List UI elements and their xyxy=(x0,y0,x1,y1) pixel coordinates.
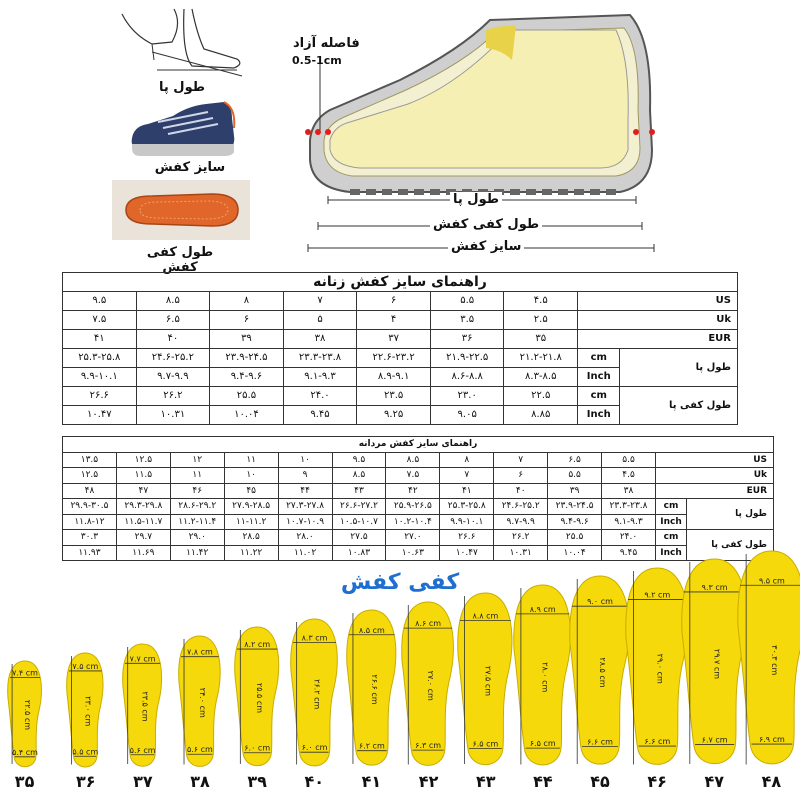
table-cell: ۲۳.۰ xyxy=(430,387,504,406)
insole-item xyxy=(285,618,344,777)
table-cell: ۲۲.۶-۲۳.۲ xyxy=(357,349,431,368)
table-cell: ۷ xyxy=(283,292,357,311)
table-cell: ۲۶.۶ xyxy=(440,530,494,546)
unit-cell: cm xyxy=(655,499,686,515)
insole-length: ۲۹.۷ cm xyxy=(712,648,722,680)
table-cell: ۱۰.۲-۱۰.۴ xyxy=(386,514,440,530)
insole-length: ۲۶.۲ cm xyxy=(312,678,322,709)
insoles-row xyxy=(0,575,800,800)
row-header: EUR xyxy=(655,483,773,499)
insole-width: ۸.۸ cm xyxy=(472,611,499,621)
insole-heel-width: ۶.۵ cm xyxy=(529,738,556,748)
ref-foot-length-label: طول پا xyxy=(159,80,205,95)
table-cell: ۱۰.۴۷ xyxy=(63,406,137,425)
table-cell: ۹.۹-۱۰.۱ xyxy=(440,514,494,530)
table-cell: ۶ xyxy=(210,311,284,330)
insole-heel-width: ۶.۹ cm xyxy=(758,734,785,744)
table-cell: ۱۱.۸-۱۲ xyxy=(63,514,117,530)
table-cell: ۴۴ xyxy=(278,483,332,499)
insole-length: ۲۹.۰ cm xyxy=(655,653,665,684)
insole-photo xyxy=(112,180,250,240)
unit-cell: cm xyxy=(578,387,620,406)
table-cell: ۸ xyxy=(440,452,494,468)
unit-cell: cm xyxy=(578,349,620,368)
table-cell: ۲۳.۳-۲۳.۸ xyxy=(602,499,656,515)
insoles-title: کفی کفش xyxy=(340,570,460,595)
table-cell: ۸.۸۵ xyxy=(504,406,578,425)
foot-measuring-sketch xyxy=(112,4,247,80)
table-cell: ۶.۵ xyxy=(136,311,210,330)
table-cell: ۱۰.۵-۱۰.۷ xyxy=(332,514,386,530)
shoe-size-diagram xyxy=(290,0,670,262)
insole-item xyxy=(117,643,168,776)
table-cell: ۱۱.۰۲ xyxy=(278,545,332,561)
table-cell: ۴۸ xyxy=(63,483,117,499)
insole-width: ۸.۲ cm xyxy=(244,640,271,650)
table-cell: ۱۰ xyxy=(278,452,332,468)
table-cell: ۲۶.۲ xyxy=(494,530,548,546)
table-title-row xyxy=(63,273,738,292)
table-cell: ۲۳.۹-۲۴.۵ xyxy=(210,349,284,368)
table-cell: ۸.۵ xyxy=(136,292,210,311)
table-cell: ۸.۹-۹.۱ xyxy=(357,368,431,387)
table-cell: ۵.۵ xyxy=(548,468,602,484)
table-cell: ۴۳ xyxy=(332,483,386,499)
table-cell: ۹.۱-۹.۳ xyxy=(283,368,357,387)
table-cell: ۸.۶-۸.۸ xyxy=(430,368,504,387)
insole-width: ۸.۶ cm xyxy=(415,618,442,628)
table-cell: ۲۵.۳-۲۵.۸ xyxy=(63,349,137,368)
insole-item xyxy=(61,652,110,777)
insole-width: ۷.۸ cm xyxy=(187,647,213,657)
table-cell: ۲۷.۳-۲۷.۸ xyxy=(278,499,332,515)
insole-heel-width: ۶.۰ cm xyxy=(244,743,271,753)
table-cell: ۵.۵ xyxy=(602,452,656,468)
table-title-row xyxy=(63,437,774,453)
table-cell: ۴ xyxy=(357,311,431,330)
insole-length: ۲۴.۰ cm xyxy=(197,687,207,718)
row-header: Uk xyxy=(655,468,773,484)
table-row xyxy=(63,387,738,406)
table-cell: ۹.۴-۹.۶ xyxy=(548,514,602,530)
unit-cell: Inch xyxy=(655,545,686,561)
table-cell: ۲۹.۳-۲۹.۸ xyxy=(116,499,170,515)
table-row xyxy=(63,468,774,484)
table-cell: ۳.۵ xyxy=(430,311,504,330)
table-cell: ۴۶ xyxy=(170,483,224,499)
insole-length: ۲۳.۵ cm xyxy=(140,691,150,722)
table-cell: ۹.۵ xyxy=(332,452,386,468)
table-title: راهنمای سایز کفش زنانه xyxy=(63,273,738,292)
insole-size-number: ۳۸ xyxy=(190,772,210,791)
insole-shape xyxy=(229,626,285,772)
insole-heel-width: ۶.۲ cm xyxy=(358,741,385,751)
table-cell: ۶ xyxy=(494,468,548,484)
insole-width: ۹.۲ cm xyxy=(644,590,671,600)
table-cell: ۹.۴-۹.۶ xyxy=(210,368,284,387)
insole-width: ۸.۳ cm xyxy=(301,632,328,642)
table-row xyxy=(63,292,738,311)
insole-length: ۲۵.۵ cm xyxy=(255,682,265,714)
row-header: US xyxy=(578,292,738,311)
insole-length: ۲۸.۵ cm xyxy=(598,657,607,688)
table-cell: ۲۵.۳-۲۵.۸ xyxy=(440,499,494,515)
diagram-shoe-size-label: سایز کفش xyxy=(448,239,524,254)
insole-heel-width: ۵.۴ cm xyxy=(11,747,38,757)
insole-size-number: ۳۶ xyxy=(75,772,96,791)
insole-heel-width: ۶.۶ cm xyxy=(644,736,671,746)
insole-shape xyxy=(732,550,800,773)
ref-shoe-size-label: سایز کفش xyxy=(154,160,226,175)
table-cell: ۴۰ xyxy=(494,483,548,499)
insole-shape xyxy=(396,601,460,773)
table-cell: ۱۱.۴۲ xyxy=(170,545,224,561)
table-cell: ۱۰.۳۱ xyxy=(136,406,210,425)
insole-size-number: ۴۶ xyxy=(647,772,667,791)
unit-cell: Inch xyxy=(578,368,620,387)
insole-item xyxy=(396,601,460,777)
insole-heel-width: ۶.۰ cm xyxy=(301,742,328,752)
insole-size-number: ۴۱ xyxy=(361,772,382,791)
table-cell: ۱۲.۵ xyxy=(63,468,117,484)
table-cell: ۲۵.۵ xyxy=(210,387,284,406)
insole-shape xyxy=(173,635,227,773)
diagram-insole-length-label: طول کفی کفش xyxy=(430,217,542,232)
table-cell: ۲۴.۶-۲۵.۲ xyxy=(136,349,210,368)
table-cell: ۴.۵ xyxy=(602,468,656,484)
mens-size-table xyxy=(62,436,774,561)
insole-size-number: ۳۵ xyxy=(14,772,35,791)
table-cell: ۱۰.۷-۱۰.۹ xyxy=(278,514,332,530)
insole-length: ۲۳.۰ cm xyxy=(83,695,93,726)
insole-heel-width: ۶.۷ cm xyxy=(701,735,728,745)
table-cell: ۵ xyxy=(283,311,357,330)
table-cell: ۹ xyxy=(278,468,332,484)
table-cell: ۷.۵ xyxy=(63,311,137,330)
table-cell: ۷ xyxy=(494,452,548,468)
diagram-foot-length-label: طول پا xyxy=(450,192,502,207)
row-header: Uk xyxy=(578,311,738,330)
table-cell: ۳۰.۳ xyxy=(63,530,117,546)
insole-length: ۲۶.۶ cm xyxy=(369,674,379,705)
gap-value: 0.5-1cm xyxy=(292,54,342,67)
table-cell: ۱۳.۵ xyxy=(63,452,117,468)
table-cell: ۲۹.۰ xyxy=(170,530,224,546)
insole-item xyxy=(173,635,227,777)
table-cell: ۴۱ xyxy=(440,483,494,499)
table-cell: ۳۸ xyxy=(283,330,357,349)
table-row xyxy=(63,514,774,530)
insole-size-number: ۳۷ xyxy=(133,772,153,791)
table-cell: ۱۰.۳۱ xyxy=(494,545,548,561)
insole-shape xyxy=(117,643,168,772)
insole-width: ۹.۵ cm xyxy=(758,575,785,585)
table-cell: ۲۷.۰ xyxy=(386,530,440,546)
table-cell: ۳۷ xyxy=(357,330,431,349)
unit-cell: Inch xyxy=(578,406,620,425)
table-cell: ۹.۱-۹.۳ xyxy=(602,514,656,530)
insole-width: ۹.۰ cm xyxy=(587,597,613,607)
insole-heel-width: ۵.۶ cm xyxy=(187,744,213,754)
table-cell: ۲۲.۵ xyxy=(504,387,578,406)
insole-size-number: ۳۹ xyxy=(247,772,267,791)
table-cell: ۹.۲۵ xyxy=(357,406,431,425)
table-cell: ۱۱-۱۱.۲ xyxy=(224,514,278,530)
table-cell: ۱۱.۶۹ xyxy=(116,545,170,561)
table-row xyxy=(63,349,738,368)
table-cell: ۲۴.۶-۲۵.۲ xyxy=(494,499,548,515)
table-cell: ۴۷ xyxy=(116,483,170,499)
table-cell: ۸.۵ xyxy=(332,468,386,484)
table-cell: ۱۰.۰۴ xyxy=(210,406,284,425)
insole-heel-width: ۶.۶ cm xyxy=(587,737,613,747)
table-cell: ۱۱.۲-۱۱.۴ xyxy=(170,514,224,530)
row-header: US xyxy=(655,452,773,468)
table-cell: ۳۹ xyxy=(210,330,284,349)
table-cell: ۲۷.۹-۲۸.۵ xyxy=(224,499,278,515)
row-header: EUR xyxy=(578,330,738,349)
table-row xyxy=(63,330,738,349)
table-cell: ۲۱.۲-۲۱.۸ xyxy=(504,349,578,368)
table-cell: ۲۸.۰ xyxy=(278,530,332,546)
table-cell: ۱۲ xyxy=(170,452,224,468)
table-cell: ۲۳.۵ xyxy=(357,387,431,406)
table-row xyxy=(63,483,774,499)
insole-width: ۷.۴ cm xyxy=(11,668,38,678)
table-cell: ۱۱ xyxy=(224,452,278,468)
insole-size-number: ۴۲ xyxy=(418,772,439,791)
row-header: طول پا xyxy=(687,499,774,530)
table-cell: ۸ xyxy=(210,292,284,311)
table-cell: ۳۵ xyxy=(504,330,578,349)
insole-width: ۸.۵ cm xyxy=(358,625,385,635)
table-row xyxy=(63,452,774,468)
table-cell: ۲۵.۹-۲۶.۵ xyxy=(386,499,440,515)
table-cell: ۹.۷-۹.۹ xyxy=(494,514,548,530)
unit-cell: cm xyxy=(655,530,686,546)
table-cell: ۹.۷-۹.۹ xyxy=(136,368,210,387)
table-cell: ۶ xyxy=(357,292,431,311)
table-cell: ۱۱.۹۳ xyxy=(63,545,117,561)
insole-item xyxy=(2,660,48,776)
table-cell: ۱۰.۶۳ xyxy=(386,545,440,561)
table-title: راهنمای سایز کفش مردانه xyxy=(63,437,774,453)
insole-length: ۳۰.۳ cm xyxy=(769,644,779,675)
insole-shape xyxy=(2,660,48,772)
table-cell: ۲۸.۵ xyxy=(224,530,278,546)
table-cell: ۲۵.۵ xyxy=(548,530,602,546)
insole-heel-width: ۵.۵ cm xyxy=(72,746,99,756)
table-cell: ۷.۵ xyxy=(386,468,440,484)
ref-insole-length-label: طول کفی کفش xyxy=(146,245,214,275)
insole-shape xyxy=(61,652,110,773)
insole-size-number: ۴۵ xyxy=(590,772,610,791)
table-cell: ۳۶ xyxy=(430,330,504,349)
table-cell: ۱۱ xyxy=(170,468,224,484)
table-cell: ۱۰.۸۳ xyxy=(332,545,386,561)
insole-size-number: ۴۸ xyxy=(761,772,782,791)
table-cell: ۲۸.۶-۲۹.۲ xyxy=(170,499,224,515)
insole-size-number: ۴۳ xyxy=(475,772,496,791)
table-cell: ۹.۹-۱۰.۱ xyxy=(63,368,137,387)
table-row xyxy=(63,499,774,515)
insole-item xyxy=(341,609,403,776)
table-cell: ۹.۴۵ xyxy=(602,545,656,561)
table-cell: ۲۹.۹-۳۰.۵ xyxy=(63,499,117,515)
table-cell: ۲۱.۹-۲۲.۵ xyxy=(430,349,504,368)
gap-label: فاصله آزاد xyxy=(290,36,363,51)
table-cell: ۵.۵ xyxy=(430,292,504,311)
table-cell: ۲۴.۰ xyxy=(602,530,656,546)
insole-width: ۹.۳ cm xyxy=(701,582,728,592)
insole-width: ۷.۷ cm xyxy=(129,654,156,664)
table-row xyxy=(63,311,738,330)
insole-size-number: ۴۴ xyxy=(533,772,553,791)
table-cell: ۱۱.۵ xyxy=(116,468,170,484)
table-cell: ۴۰ xyxy=(136,330,210,349)
insole-item xyxy=(229,626,285,776)
table-cell: ۸.۳-۸.۵ xyxy=(504,368,578,387)
table-cell: ۲۳.۳-۲۳.۸ xyxy=(283,349,357,368)
table-cell: ۲.۵ xyxy=(504,311,578,330)
insole-heel-width: ۵.۶ cm xyxy=(129,745,156,755)
womens-size-table xyxy=(62,272,738,425)
table-cell: ۱۱.۵-۱۱.۷ xyxy=(116,514,170,530)
table-cell: ۲۶.۲ xyxy=(136,387,210,406)
table-cell: ۲۴.۰ xyxy=(283,387,357,406)
table-row xyxy=(63,545,774,561)
table-cell: ۲۹.۷ xyxy=(116,530,170,546)
insole-size-number: ۴۷ xyxy=(704,772,725,791)
unit-cell: Inch xyxy=(655,514,686,530)
insole-heel-width: ۶.۳ cm xyxy=(415,740,442,750)
table-cell: ۳۸ xyxy=(602,483,656,499)
table-cell: ۳۹ xyxy=(548,483,602,499)
table-cell: ۴۱ xyxy=(63,330,137,349)
table-cell: ۶.۵ xyxy=(548,452,602,468)
row-header: طول پا xyxy=(620,349,738,387)
table-cell: ۷ xyxy=(440,468,494,484)
row-header: طول کفی پا xyxy=(620,387,738,425)
table-cell: ۱۲.۵ xyxy=(116,452,170,468)
table-cell: ۴۲ xyxy=(386,483,440,499)
table-cell: ۲۶.۶-۲۷.۲ xyxy=(332,499,386,515)
row-header: طول کفی پا xyxy=(687,530,774,561)
insole-shape xyxy=(285,618,344,773)
insole-length: ۲۷.۰ cm xyxy=(426,670,436,701)
table-cell: ۲۷.۵ xyxy=(332,530,386,546)
table-cell: ۴.۵ xyxy=(504,292,578,311)
table-cell: ۱۰.۰۴ xyxy=(548,545,602,561)
insole-width: ۷.۵ cm xyxy=(72,661,99,671)
table-cell: ۴۵ xyxy=(224,483,278,499)
table-cell: ۲۶.۶ xyxy=(63,387,137,406)
shoe-photo xyxy=(128,98,238,158)
insole-size-number: ۴۰ xyxy=(304,772,325,791)
insole-width: ۸.۹ cm xyxy=(529,604,556,614)
table-row xyxy=(63,530,774,546)
table-cell: ۸.۵ xyxy=(386,452,440,468)
table-cell: ۹.۰۵ xyxy=(430,406,504,425)
table-cell: ۹.۵ xyxy=(63,292,137,311)
table-cell: ۱۰ xyxy=(224,468,278,484)
table-cell: ۲۳.۹-۲۴.۵ xyxy=(548,499,602,515)
insole-shape xyxy=(341,609,403,772)
insole-length: ۲۸.۰ cm xyxy=(540,661,550,692)
table-cell: ۹.۴۵ xyxy=(283,406,357,425)
insole-length: ۲۲.۵ cm xyxy=(22,699,32,731)
insole-length: ۲۷.۵ cm xyxy=(483,665,493,697)
insole-heel-width: ۶.۵ cm xyxy=(472,739,499,749)
table-cell: ۱۰.۴۷ xyxy=(440,545,494,561)
insole-item xyxy=(732,550,800,777)
table-cell: ۱۱.۲۲ xyxy=(224,545,278,561)
